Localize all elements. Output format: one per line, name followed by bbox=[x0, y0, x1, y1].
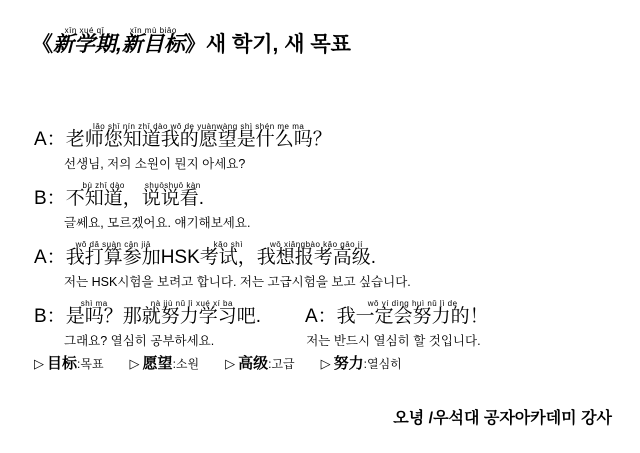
hanzi: 新学期 bbox=[53, 33, 116, 56]
pinyin: wǒ dǎ suàn cān jiā bbox=[75, 239, 151, 249]
dialogue-right-chinese bbox=[305, 299, 489, 328]
dialogue-turn-split bbox=[34, 299, 614, 349]
triangle-icon: ▷ bbox=[320, 356, 331, 371]
vocabulary-sep: : bbox=[363, 357, 367, 371]
speaker-label: A： bbox=[34, 246, 66, 268]
hanzi: 说说看. bbox=[141, 187, 204, 209]
dialogue-chinese-line bbox=[34, 240, 614, 269]
vocabulary-korean: 열심히 bbox=[367, 357, 402, 371]
speaker-label: B： bbox=[34, 305, 66, 327]
vocabulary-sep: : bbox=[172, 357, 176, 371]
dialogue-turn bbox=[34, 181, 614, 231]
hanzi: 考试， bbox=[199, 246, 257, 268]
title-close-bracket: 》 bbox=[184, 33, 206, 56]
hanzi: 不知道， bbox=[65, 187, 142, 209]
hanzi: 我一定会努力的！ bbox=[336, 305, 489, 327]
vocabulary-chinese: 目标 bbox=[47, 355, 78, 372]
vocabulary-korean: 소원 bbox=[175, 357, 200, 371]
triangle-icon: ▷ bbox=[129, 356, 140, 371]
pinyin: wǒ xiǎngbào kǎo gāo jí bbox=[270, 239, 363, 249]
dialogue-korean-line: 선생님, 저의 소원이 뭔지 아세요? bbox=[64, 156, 246, 171]
pinyin: kǎo shì bbox=[213, 239, 243, 249]
hanzi: 新目标 bbox=[121, 33, 185, 56]
dialogue-right-korean: 저는 반드시 열심히 할 것입니다. bbox=[306, 333, 481, 348]
pinyin: shuōshuō kàn bbox=[144, 180, 201, 190]
ruby-group bbox=[337, 299, 489, 327]
ruby-group bbox=[66, 181, 142, 209]
vocabulary-korean: 목표 bbox=[80, 357, 104, 371]
vocabulary-chinese: 高级 bbox=[238, 355, 269, 372]
pinyin: bù zhī dào bbox=[82, 180, 125, 190]
title-ruby-1 bbox=[53, 26, 116, 56]
dialogue-korean-line: 글쎄요, 모르겠어요. 얘기해보세요. bbox=[64, 215, 251, 230]
ruby-group bbox=[200, 240, 257, 268]
dialogue-chinese-line bbox=[34, 122, 614, 151]
vocabulary-item bbox=[225, 352, 295, 373]
ruby-group bbox=[66, 299, 123, 327]
dialogue-turn bbox=[34, 122, 614, 172]
triangle-icon: ▷ bbox=[34, 356, 44, 371]
vocabulary-korean: 고급 bbox=[271, 357, 295, 371]
speaker-label: A： bbox=[304, 305, 337, 327]
dialogue-body bbox=[34, 122, 614, 358]
pinyin: shì ma bbox=[80, 298, 108, 308]
dialogue-left-chinese bbox=[34, 299, 261, 328]
dialogue-turn bbox=[34, 240, 614, 290]
dialogue-left-korean: 그래요? 열심히 공부하세요. bbox=[64, 333, 215, 348]
title-korean: 새 학기, 새 목표 bbox=[205, 33, 351, 56]
ruby-group bbox=[257, 240, 376, 268]
pinyin: nà jiù nǔ lì xué xí ba bbox=[150, 298, 233, 308]
title-open-bracket: 《 bbox=[32, 33, 53, 56]
vocabulary-sep: : bbox=[268, 357, 272, 371]
ruby-group bbox=[160, 246, 200, 268]
pinyin: xīn xué qī bbox=[64, 26, 105, 35]
hanzi: 我想报考高级. bbox=[256, 246, 377, 268]
hanzi: , bbox=[116, 33, 122, 56]
speaker-label: A： bbox=[34, 129, 66, 150]
title-ruby-3 bbox=[122, 26, 185, 56]
hanzi: HSK bbox=[160, 246, 200, 268]
vocabulary-strip bbox=[34, 352, 428, 373]
hanzi: 老师您知道我的愿望是什么吗？ bbox=[65, 129, 332, 150]
footer-credit: 오녕 /우석대 공자아카데미 강사 bbox=[393, 410, 612, 427]
ruby-group bbox=[142, 181, 204, 209]
vocabulary-item bbox=[321, 352, 402, 373]
speaker-label: B： bbox=[34, 187, 66, 209]
page-title bbox=[32, 26, 351, 58]
ruby-group bbox=[123, 299, 261, 327]
hanzi: 是吗？ bbox=[65, 305, 123, 327]
ruby-group bbox=[66, 240, 161, 268]
pinyin: lǎo shī nín zhī dào wǒ de yuànwàng shì shén me ma bbox=[93, 122, 305, 131]
dialogue-chinese-line-split bbox=[34, 299, 614, 328]
vocabulary-chinese: 愿望 bbox=[142, 355, 173, 372]
triangle-icon: ▷ bbox=[225, 356, 236, 371]
ruby-group bbox=[66, 122, 332, 150]
vocabulary-chinese: 努力 bbox=[333, 355, 364, 372]
pinyin: wǒ yí dìng huì nǔ lì de bbox=[367, 298, 458, 308]
dialogue-chinese-line bbox=[34, 181, 614, 210]
hanzi: 那就努力学习吧. bbox=[122, 305, 261, 327]
pinyin: xīn mù biāo bbox=[129, 26, 177, 35]
hanzi: 我打算参加 bbox=[65, 246, 161, 268]
vocabulary-item bbox=[130, 352, 200, 373]
vocabulary-sep: : bbox=[77, 357, 81, 371]
dialogue-korean-line-split bbox=[34, 331, 614, 349]
vocabulary-item bbox=[34, 352, 104, 373]
dialogue-korean-line: 저는 HSK시험을 보려고 합니다. 저는 고급시험을 보고 싶습니다. bbox=[64, 274, 411, 289]
